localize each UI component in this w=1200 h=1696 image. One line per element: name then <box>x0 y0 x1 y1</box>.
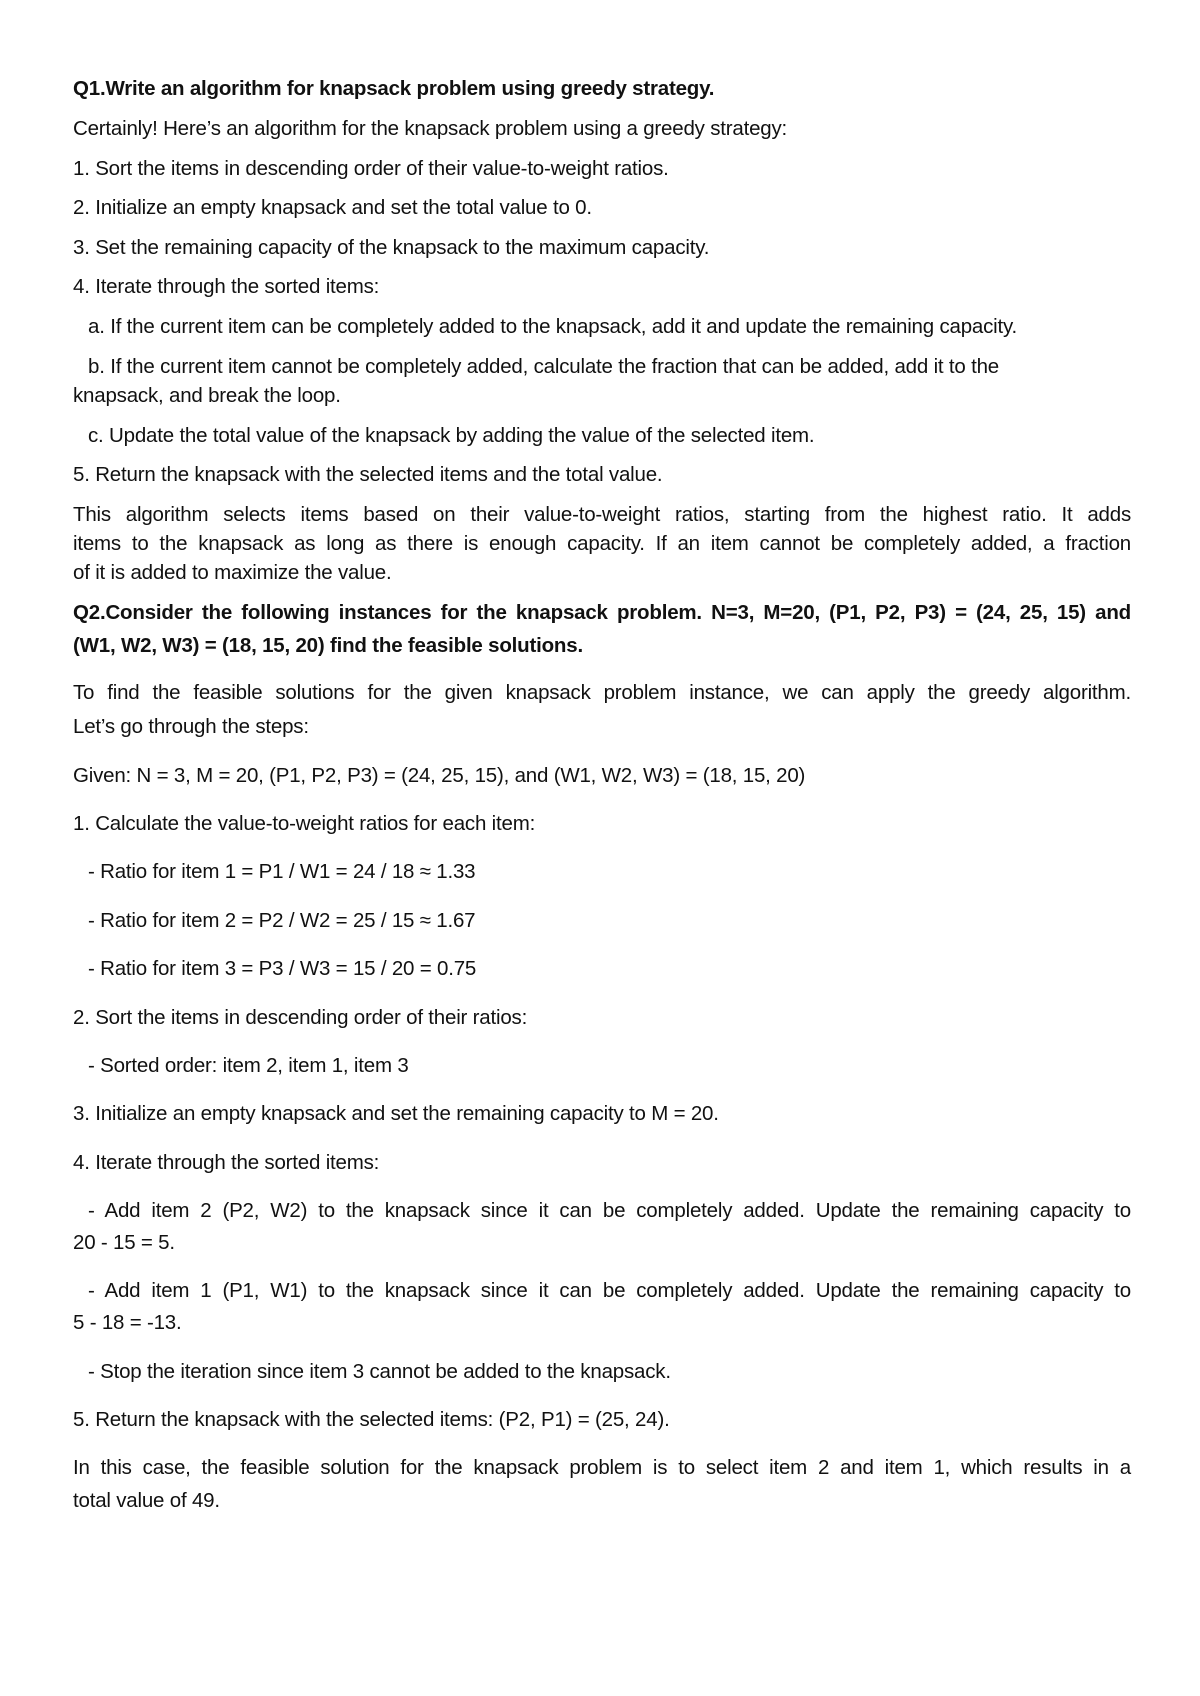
q2-add-item-1-line-2: 5 - 18 = -13. <box>73 1311 182 1334</box>
q1-summary-line-3: of it is added to maximize the value. <box>73 561 392 584</box>
q2-title-line-1: Q2.Consider the following instances for the knapsack problem. N=3, M=20, (P1, P2, P3) = (24, 25, 15) and <box>73 601 1131 624</box>
q2-step-4: 4. Iterate through the sorted items: <box>73 1151 380 1174</box>
q1-step-4: 4. Iterate through the sorted items: <box>73 275 380 298</box>
q2-ratio-item-3: - Ratio for item 3 = P3 / W3 = 15 / 20 = 0.75 <box>88 957 477 980</box>
q1-step-4c: c. Update the total value of the knapsack by adding the value of the selected item. <box>88 424 815 447</box>
q2-conclusion-line-1: In this case, the feasible solution for the knapsack problem is to select item 2 and item 1, which results in a <box>73 1456 1131 1479</box>
q2-sorted-order: - Sorted order: item 2, item 1, item 3 <box>88 1054 409 1077</box>
q2-step-5: 5. Return the knapsack with the selected items: (P2, P1) = (25, 24). <box>73 1408 670 1431</box>
q2-stop-iteration: - Stop the iteration since item 3 cannot be added to the knapsack. <box>88 1360 671 1383</box>
q2-add-item-1-line-1: - Add item 1 (P1, W1) to the knapsack since it can be completely added. Update the remaining capacity to <box>88 1279 1131 1302</box>
q2-conclusion-line-2: total value of 49. <box>73 1489 220 1512</box>
q2-add-item-2-line-2: 20 - 15 = 5. <box>73 1231 175 1254</box>
q1-step-1: 1. Sort the items in descending order of their value-to-weight ratios. <box>73 157 669 180</box>
q1-step-4b-line-1: b. If the current item cannot be completely added, calculate the fraction that can be added, add it to the <box>88 355 999 378</box>
q2-step-3: 3. Initialize an empty knapsack and set the remaining capacity to M = 20. <box>73 1102 719 1125</box>
q1-step-2: 2. Initialize an empty knapsack and set the total value to 0. <box>73 196 592 219</box>
q2-ratio-item-1: - Ratio for item 1 = P1 / W1 = 24 / 18 ≈ 1.33 <box>88 860 476 883</box>
q1-step-4a: a. If the current item can be completely added to the knapsack, add it and update the remaining capacity. <box>88 315 1018 338</box>
q1-title: Q1.Write an algorithm for knapsack problem using greedy strategy. <box>73 77 715 100</box>
q2-title-line-2: (W1, W2, W3) = (18, 15, 20) find the feasible solutions. <box>73 634 583 657</box>
q1-intro: Certainly! Here’s an algorithm for the knapsack problem using a greedy strategy: <box>73 117 788 140</box>
q2-step-1: 1. Calculate the value-to-weight ratios for each item: <box>73 812 536 835</box>
q1-step-5: 5. Return the knapsack with the selected items and the total value. <box>73 463 663 486</box>
q1-summary-line-2: items to the knapsack as long as there is enough capacity. If an item cannot be completely added, a fraction <box>73 532 1131 555</box>
q2-given: Given: N = 3, M = 20, (P1, P2, P3) = (24, 25, 15), and (W1, W2, W3) = (18, 15, 20) <box>73 764 806 787</box>
q2-add-item-2-line-1: - Add item 2 (P2, W2) to the knapsack since it can be completely added. Update the remaining capacity to <box>88 1199 1131 1222</box>
q2-intro-line-1: To find the feasible solutions for the given knapsack problem instance, we can apply the greedy algorithm. <box>73 681 1131 704</box>
q2-ratio-item-2: - Ratio for item 2 = P2 / W2 = 25 / 15 ≈ 1.67 <box>88 909 476 932</box>
q1-step-4b-line-2: knapsack, and break the loop. <box>73 384 341 407</box>
q2-step-2: 2. Sort the items in descending order of their ratios: <box>73 1006 528 1029</box>
q2-intro-line-2: Let’s go through the steps: <box>73 715 309 738</box>
q1-summary-line-1: This algorithm selects items based on their value-to-weight ratios, starting from the highest ratio. It adds <box>73 503 1131 526</box>
q1-step-3: 3. Set the remaining capacity of the knapsack to the maximum capacity. <box>73 236 710 259</box>
